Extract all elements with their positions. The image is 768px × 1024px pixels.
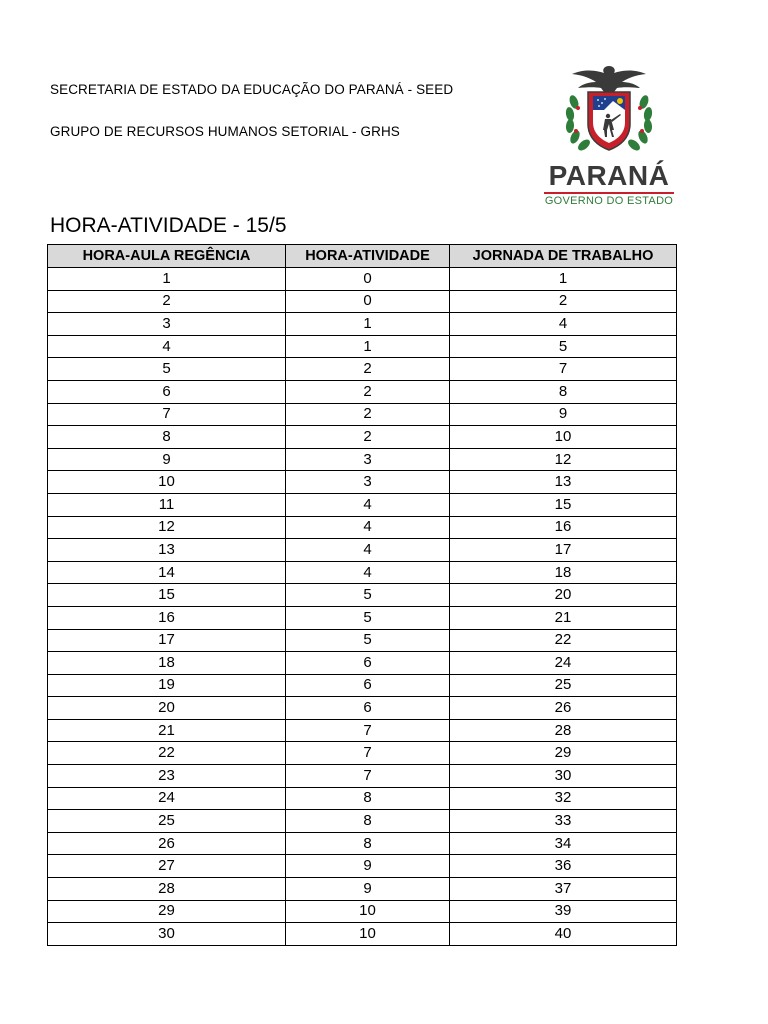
cell-hora-atividade: 7 bbox=[286, 765, 450, 788]
table-row bbox=[48, 539, 677, 562]
cell-hora-atividade: 9 bbox=[286, 878, 450, 901]
cell-hora-atividade: 2 bbox=[286, 426, 450, 449]
cell-hora-atividade: 8 bbox=[286, 832, 450, 855]
table-row bbox=[48, 652, 677, 675]
cell-jornada: 30 bbox=[450, 765, 677, 788]
cell-hora-atividade: 2 bbox=[286, 380, 450, 403]
cell-jornada: 16 bbox=[450, 516, 677, 539]
table-row bbox=[48, 629, 677, 652]
cell-jornada: 18 bbox=[450, 561, 677, 584]
cell-jornada: 39 bbox=[450, 900, 677, 923]
cell-jornada: 9 bbox=[450, 403, 677, 426]
table-row bbox=[48, 606, 677, 629]
cell-jornada: 26 bbox=[450, 697, 677, 720]
table-row bbox=[48, 742, 677, 765]
cell-hora-atividade: 8 bbox=[286, 810, 450, 833]
coat-of-arms-icon bbox=[538, 64, 680, 160]
table-row bbox=[48, 290, 677, 313]
cell-hora-atividade: 5 bbox=[286, 606, 450, 629]
document-title: HORA-ATIVIDADE - 15/5 bbox=[50, 214, 287, 237]
cell-regencia: 4 bbox=[48, 335, 286, 358]
cell-hora-atividade: 4 bbox=[286, 539, 450, 562]
cell-hora-atividade: 5 bbox=[286, 629, 450, 652]
cell-hora-atividade: 8 bbox=[286, 787, 450, 810]
cell-regencia: 3 bbox=[48, 313, 286, 336]
cell-jornada: 22 bbox=[450, 629, 677, 652]
cell-hora-atividade: 10 bbox=[286, 900, 450, 923]
table-row bbox=[48, 787, 677, 810]
cell-regencia: 26 bbox=[48, 832, 286, 855]
cell-regencia: 21 bbox=[48, 719, 286, 742]
table-row bbox=[48, 335, 677, 358]
cell-jornada: 17 bbox=[450, 539, 677, 562]
cell-regencia: 2 bbox=[48, 290, 286, 313]
logo-subtitle: GOVERNO DO ESTADO bbox=[544, 195, 674, 207]
table-row bbox=[48, 674, 677, 697]
table-row bbox=[48, 403, 677, 426]
table-row bbox=[48, 697, 677, 720]
cell-regencia: 15 bbox=[48, 584, 286, 607]
hora-atividade-table bbox=[47, 244, 677, 946]
cell-jornada: 33 bbox=[450, 810, 677, 833]
cell-regencia: 5 bbox=[48, 358, 286, 381]
table-row bbox=[48, 516, 677, 539]
cell-jornada: 32 bbox=[450, 787, 677, 810]
cell-hora-atividade: 2 bbox=[286, 403, 450, 426]
cell-hora-atividade: 9 bbox=[286, 855, 450, 878]
logo-name: PARANÁ bbox=[548, 160, 670, 191]
cell-jornada: 10 bbox=[450, 426, 677, 449]
header-secretaria: SECRETARIA DE ESTADO DA EDUCAÇÃO DO PARANÁ - SEED bbox=[50, 82, 454, 97]
table-row bbox=[48, 832, 677, 855]
cell-hora-atividade: 4 bbox=[286, 561, 450, 584]
cell-regencia: 28 bbox=[48, 878, 286, 901]
table-row bbox=[48, 810, 677, 833]
cell-jornada: 34 bbox=[450, 832, 677, 855]
cell-regencia: 24 bbox=[48, 787, 286, 810]
cell-regencia: 1 bbox=[48, 268, 286, 291]
column-header-jornada: JORNADA DE TRABALHO bbox=[450, 245, 677, 268]
cell-jornada: 24 bbox=[450, 652, 677, 675]
cell-hora-atividade: 3 bbox=[286, 471, 450, 494]
header-grupo: GRUPO DE RECURSOS HUMANOS SETORIAL - GRHS bbox=[50, 124, 400, 139]
table-row bbox=[48, 426, 677, 449]
cell-jornada: 13 bbox=[450, 471, 677, 494]
cell-hora-atividade: 4 bbox=[286, 493, 450, 516]
cell-jornada: 5 bbox=[450, 335, 677, 358]
cell-regencia: 18 bbox=[48, 652, 286, 675]
table-row bbox=[48, 765, 677, 788]
table-row bbox=[48, 561, 677, 584]
cell-regencia: 19 bbox=[48, 674, 286, 697]
cell-regencia: 20 bbox=[48, 697, 286, 720]
table-row bbox=[48, 878, 677, 901]
cell-jornada: 2 bbox=[450, 290, 677, 313]
table-row bbox=[48, 313, 677, 336]
cell-hora-atividade: 5 bbox=[286, 584, 450, 607]
cell-regencia: 22 bbox=[48, 742, 286, 765]
cell-regencia: 13 bbox=[48, 539, 286, 562]
cell-regencia: 7 bbox=[48, 403, 286, 426]
cell-hora-atividade: 4 bbox=[286, 516, 450, 539]
column-header-hora-atividade: HORA-ATIVIDADE bbox=[286, 245, 450, 268]
cell-jornada: 21 bbox=[450, 606, 677, 629]
cell-hora-atividade: 0 bbox=[286, 268, 450, 291]
cell-jornada: 28 bbox=[450, 719, 677, 742]
cell-regencia: 27 bbox=[48, 855, 286, 878]
cell-jornada: 25 bbox=[450, 674, 677, 697]
cell-hora-atividade: 10 bbox=[286, 923, 450, 946]
cell-hora-atividade: 7 bbox=[286, 719, 450, 742]
cell-jornada: 29 bbox=[450, 742, 677, 765]
cell-regencia: 25 bbox=[48, 810, 286, 833]
cell-jornada: 36 bbox=[450, 855, 677, 878]
cell-regencia: 12 bbox=[48, 516, 286, 539]
table-row bbox=[48, 268, 677, 291]
table-row bbox=[48, 719, 677, 742]
cell-regencia: 10 bbox=[48, 471, 286, 494]
table-row bbox=[48, 493, 677, 516]
cell-hora-atividade: 6 bbox=[286, 674, 450, 697]
cell-jornada: 7 bbox=[450, 358, 677, 381]
cell-regencia: 14 bbox=[48, 561, 286, 584]
cell-jornada: 8 bbox=[450, 380, 677, 403]
cell-jornada: 4 bbox=[450, 313, 677, 336]
cell-regencia: 8 bbox=[48, 426, 286, 449]
cell-hora-atividade: 7 bbox=[286, 742, 450, 765]
cell-regencia: 29 bbox=[48, 900, 286, 923]
table-row bbox=[48, 380, 677, 403]
cell-jornada: 40 bbox=[450, 923, 677, 946]
table-row bbox=[48, 358, 677, 381]
table-row bbox=[48, 855, 677, 878]
cell-regencia: 30 bbox=[48, 923, 286, 946]
cell-hora-atividade: 6 bbox=[286, 652, 450, 675]
table-row bbox=[48, 471, 677, 494]
table-header-row bbox=[48, 245, 677, 268]
column-header-regencia: HORA-AULA REGÊNCIA bbox=[48, 245, 286, 268]
cell-jornada: 15 bbox=[450, 493, 677, 516]
cell-jornada: 37 bbox=[450, 878, 677, 901]
table-row bbox=[48, 923, 677, 946]
cell-hora-atividade: 2 bbox=[286, 358, 450, 381]
cell-hora-atividade: 1 bbox=[286, 313, 450, 336]
cell-jornada: 1 bbox=[450, 268, 677, 291]
table-row bbox=[48, 900, 677, 923]
cell-hora-atividade: 1 bbox=[286, 335, 450, 358]
parana-logo bbox=[538, 64, 680, 210]
table-row bbox=[48, 448, 677, 471]
logo-divider bbox=[544, 192, 674, 194]
table-row bbox=[48, 584, 677, 607]
cell-hora-atividade: 3 bbox=[286, 448, 450, 471]
cell-regencia: 9 bbox=[48, 448, 286, 471]
cell-regencia: 6 bbox=[48, 380, 286, 403]
cell-jornada: 20 bbox=[450, 584, 677, 607]
cell-regencia: 23 bbox=[48, 765, 286, 788]
cell-regencia: 17 bbox=[48, 629, 286, 652]
cell-regencia: 16 bbox=[48, 606, 286, 629]
cell-hora-atividade: 0 bbox=[286, 290, 450, 313]
cell-regencia: 11 bbox=[48, 493, 286, 516]
cell-jornada: 12 bbox=[450, 448, 677, 471]
cell-hora-atividade: 6 bbox=[286, 697, 450, 720]
